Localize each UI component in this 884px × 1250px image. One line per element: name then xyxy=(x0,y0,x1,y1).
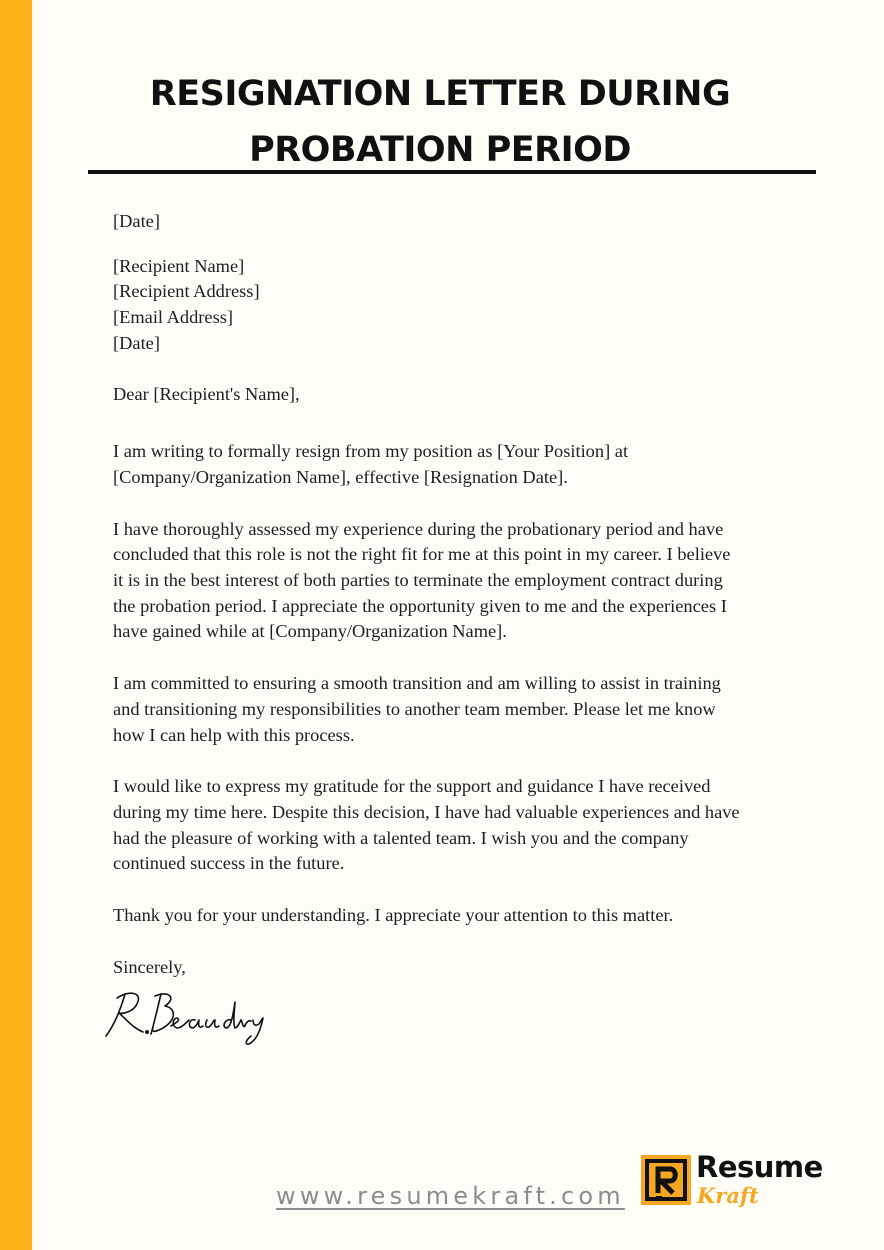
paragraph-line: the probation period. I appreciate the opportunity given to me and the experiences I xyxy=(113,595,727,616)
title-line-1: RESIGNATION LETTER DURING xyxy=(149,74,731,114)
paragraph-line: concluded that this role is not the right fit for me at this point in my career. I believe xyxy=(113,544,731,565)
accent-bar xyxy=(0,0,32,1250)
salutation: Dear [Recipient's Name], xyxy=(113,383,300,404)
paragraph-4 xyxy=(113,774,803,877)
paragraph-line: I am writing to formally resign from my position as [Your Position] at xyxy=(113,441,629,462)
paragraph-line: I have thoroughly assessed my experience during the probationary period and have xyxy=(113,518,724,539)
paragraph-5 xyxy=(113,903,803,929)
closing: Sincerely, xyxy=(113,956,186,977)
paragraph-line: it is in the best interest of both parties to terminate the employment contract during xyxy=(113,570,723,591)
paragraph-1 xyxy=(113,439,803,490)
recipient-name: [Recipient Name] xyxy=(113,255,245,276)
paragraph-line: how I can help with this process. xyxy=(113,724,355,745)
paragraph-3 xyxy=(113,671,803,748)
paragraph-2 xyxy=(113,517,803,646)
title-divider xyxy=(88,170,816,174)
paragraph-line: and transitioning my responsibilities to another team member. Please let me know xyxy=(113,698,716,719)
title-line-2: PROBATION PERIOD xyxy=(249,130,631,170)
paragraph-line: have gained while at [Company/Organization Name]. xyxy=(113,621,507,642)
paragraph-line: during my time here. Despite this decision, I have had valuable experiences and have xyxy=(113,801,740,822)
page-title xyxy=(60,66,820,178)
paragraph-line: continued success in the future. xyxy=(113,853,345,874)
logo-wordmark-kraft: Kraft xyxy=(697,1183,759,1208)
recipient-block xyxy=(113,254,803,357)
website-link[interactable]: www.resumekraft.com xyxy=(276,1182,625,1210)
paragraph-line: I am committed to ensuring a smooth transition and am willing to assist in training xyxy=(113,673,721,694)
letter-body xyxy=(113,208,803,980)
paragraph-line: had the pleasure of working with a talented team. I wish you and the company xyxy=(113,827,689,848)
letter-date: [Date] xyxy=(113,211,160,231)
recipient-email: [Email Address] xyxy=(113,307,234,328)
paragraph-line: I would like to express my gratitude for the support and guidance I have received xyxy=(113,776,711,797)
recipient-date: [Date] xyxy=(113,332,160,353)
paragraph-line: Thank you for your understanding. I appreciate your attention to this matter. xyxy=(113,905,674,926)
resumekraft-logo-icon xyxy=(641,1155,691,1205)
handwritten-signature xyxy=(103,986,268,1048)
logo-wordmark-resume: Resume xyxy=(696,1150,823,1184)
recipient-address: [Recipient Address] xyxy=(113,281,260,302)
paragraph-line: [Company/Organization Name], effective [Resignation Date]. xyxy=(113,466,568,487)
